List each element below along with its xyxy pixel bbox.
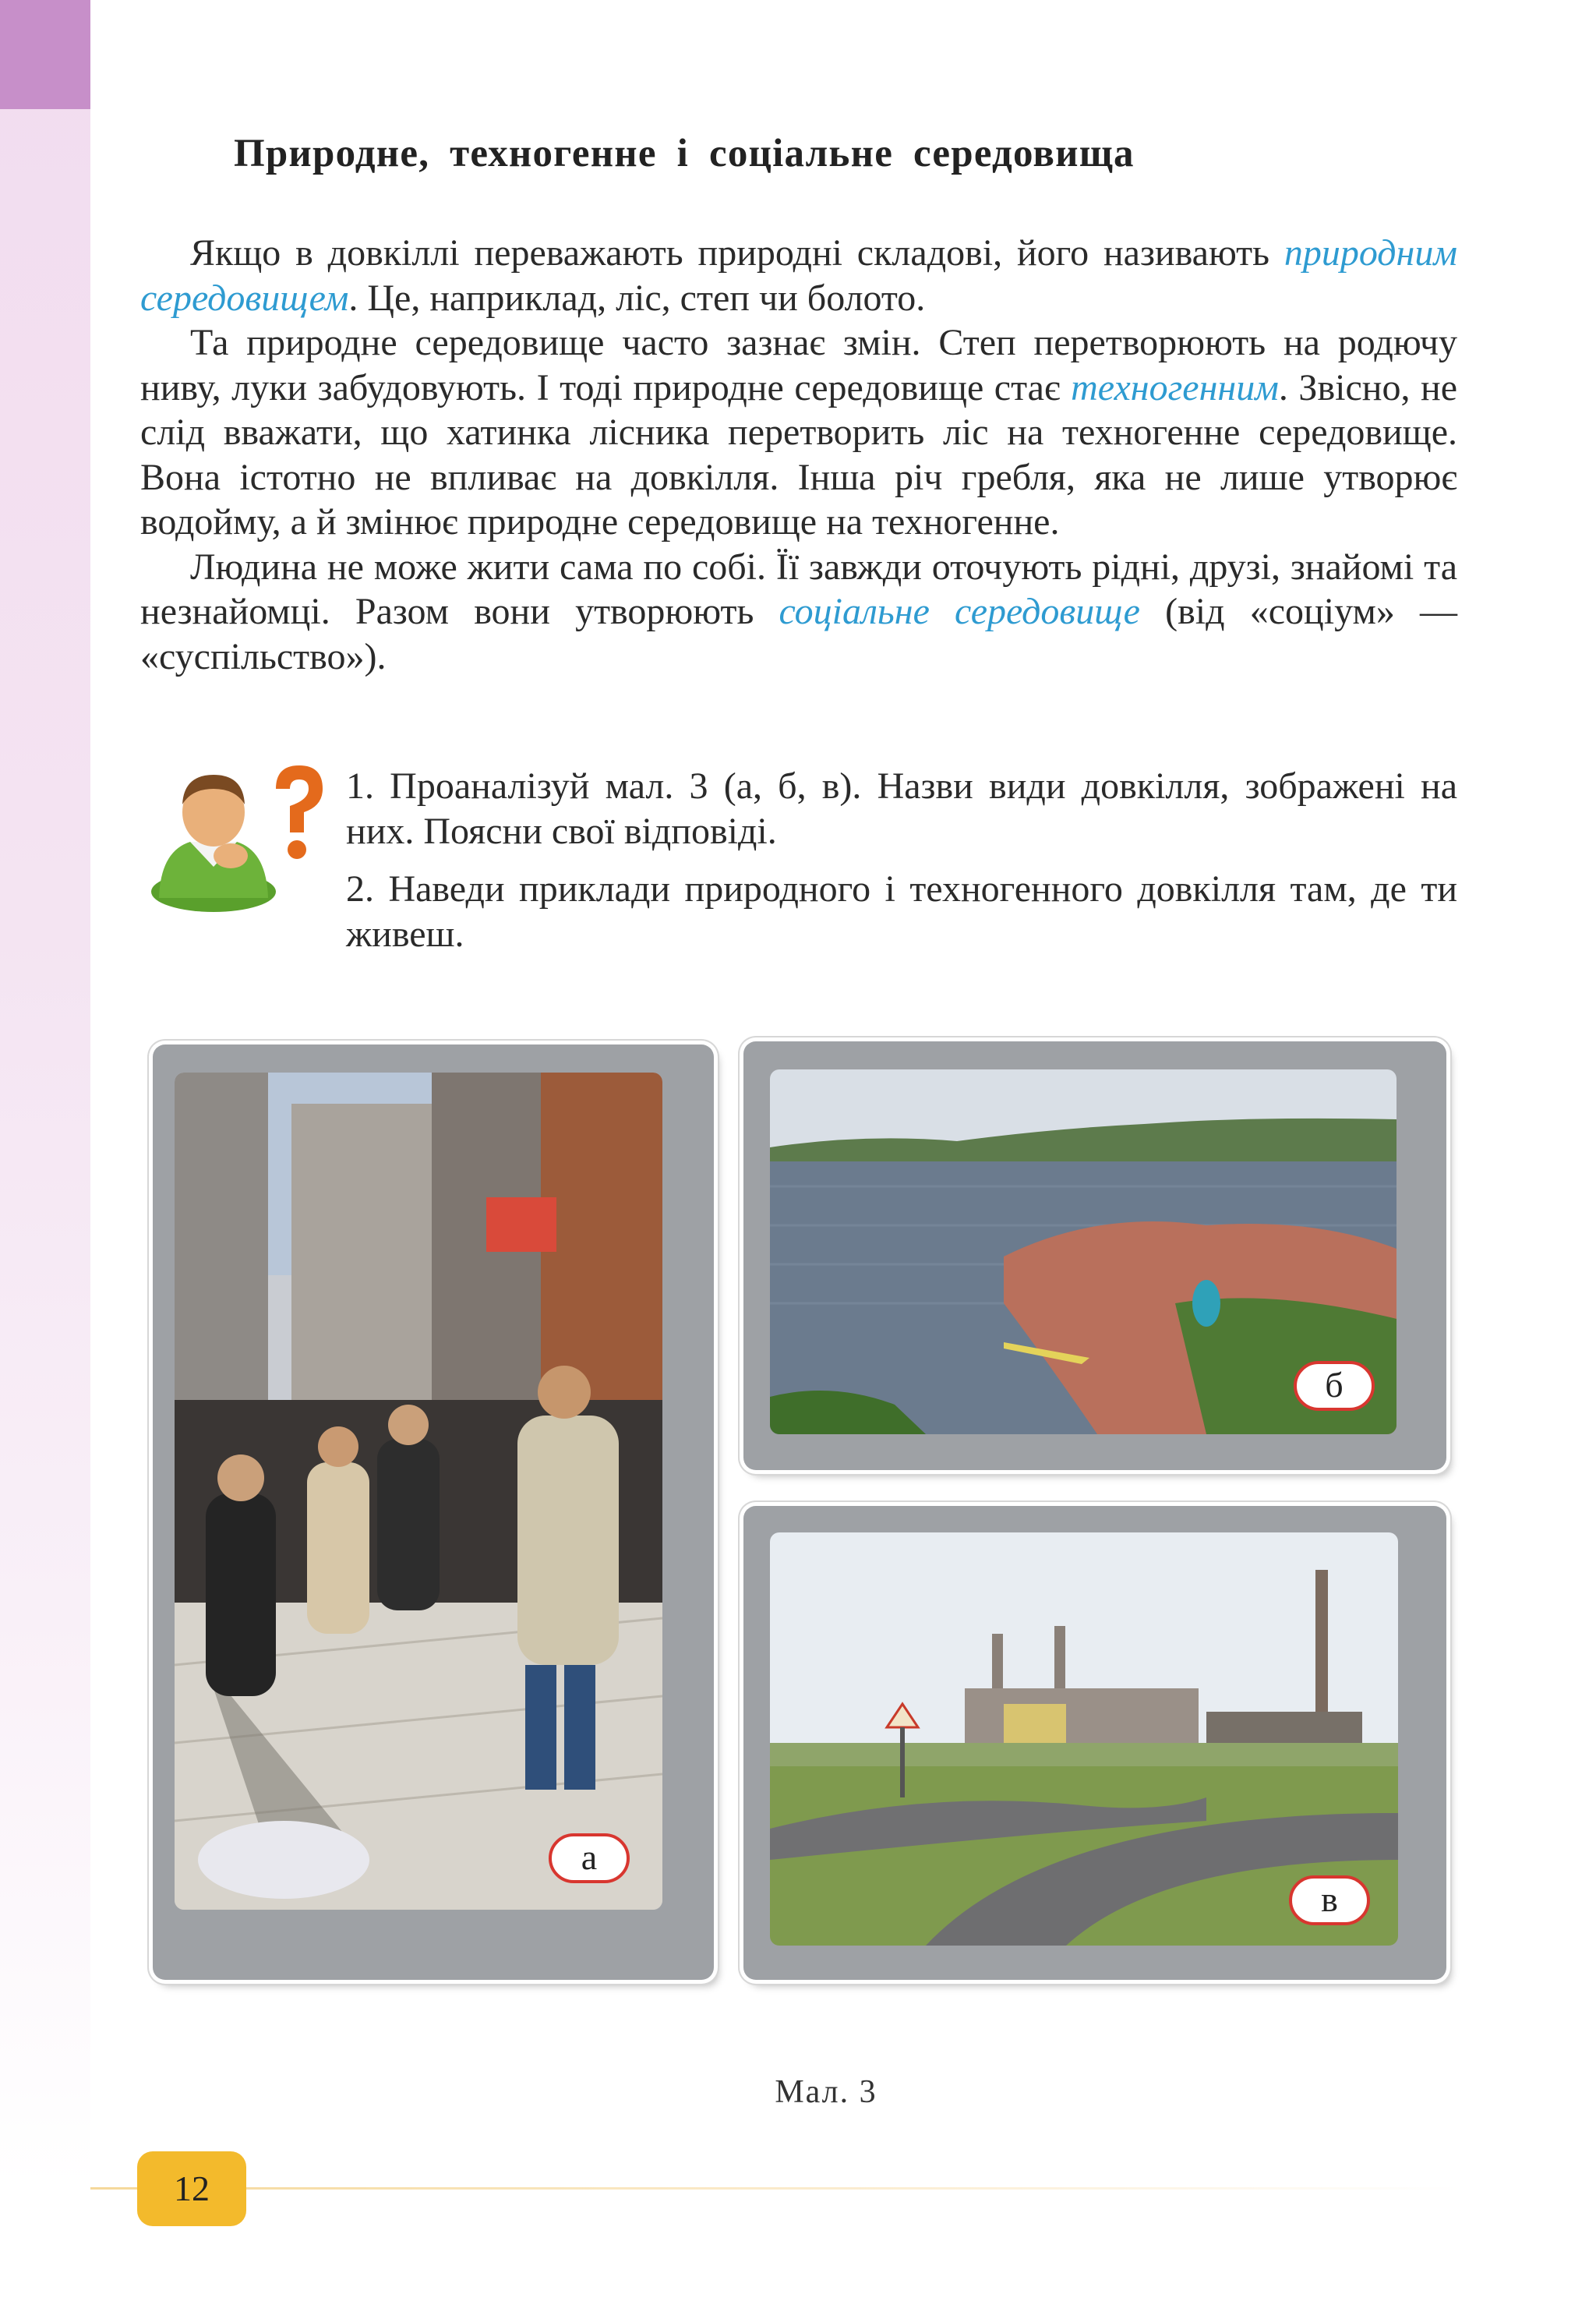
- paragraph-technogenic: [140, 320, 1457, 545]
- text-span: Людина не може жити сама по собі. Її завжди оточують рідні, друзі, знайомі та незнайомці. Разом вони утворюють: [140, 546, 1457, 632]
- text-span: (від «соціум» — «суспільство»).: [140, 591, 1457, 677]
- paragraph-social: [140, 545, 1457, 680]
- footer-divider: [90, 2187, 1462, 2190]
- photo-city-crowd: [175, 1073, 662, 1910]
- page-number: 12: [137, 2151, 246, 2226]
- photo-label-b: б: [1294, 1361, 1375, 1411]
- photo-label-a: а: [549, 1833, 630, 1883]
- text-span: Якщо в довкіллі переважають природні складові, його називають: [190, 232, 1284, 274]
- paragraph-natural: [140, 231, 1457, 320]
- photo-label-v: в: [1289, 1875, 1370, 1925]
- text-span: Та природне середовище часто зазнає змін. Степ перетворюють на родючу ниву, луки забудовують. І тоді природне середовище стає: [140, 322, 1457, 408]
- term-natural-environment: природним середовищем: [140, 232, 1457, 319]
- term-social-environment: соціальне середовище: [779, 591, 1140, 632]
- task-item: 2. Наведи приклади природного і техногенного довкілля там, де ти живеш.: [346, 868, 1457, 955]
- term-technogenic: техногенним: [1071, 366, 1279, 408]
- side-color-strip: [0, 0, 90, 2301]
- section-title: Природне, техногенне і соціальне середовища: [234, 132, 1135, 175]
- chapter-tab: [0, 0, 90, 109]
- thinking-person-question-icon: [143, 758, 330, 914]
- text-span: . Звісно, не слід вважати, що хатинка лісника перетворить ліс на техногенне середовище. Вона істотно не впливає на довкілля. Інша річ гребля, яка не лише утворює водойму, а й змінює природне середовище на техногенне.: [140, 366, 1458, 543]
- figure-caption: Мал. 3: [775, 2074, 877, 2110]
- task-item: 1. Проаналізуй мал. 3 (а, б, в). Назви види довкілля, зображені на них. Поясни свої відповіді.: [346, 765, 1457, 852]
- task-list: [346, 764, 1457, 970]
- body-text: [140, 231, 1457, 679]
- text-span: . Це, наприклад, ліс, степ чи болото.: [348, 277, 926, 319]
